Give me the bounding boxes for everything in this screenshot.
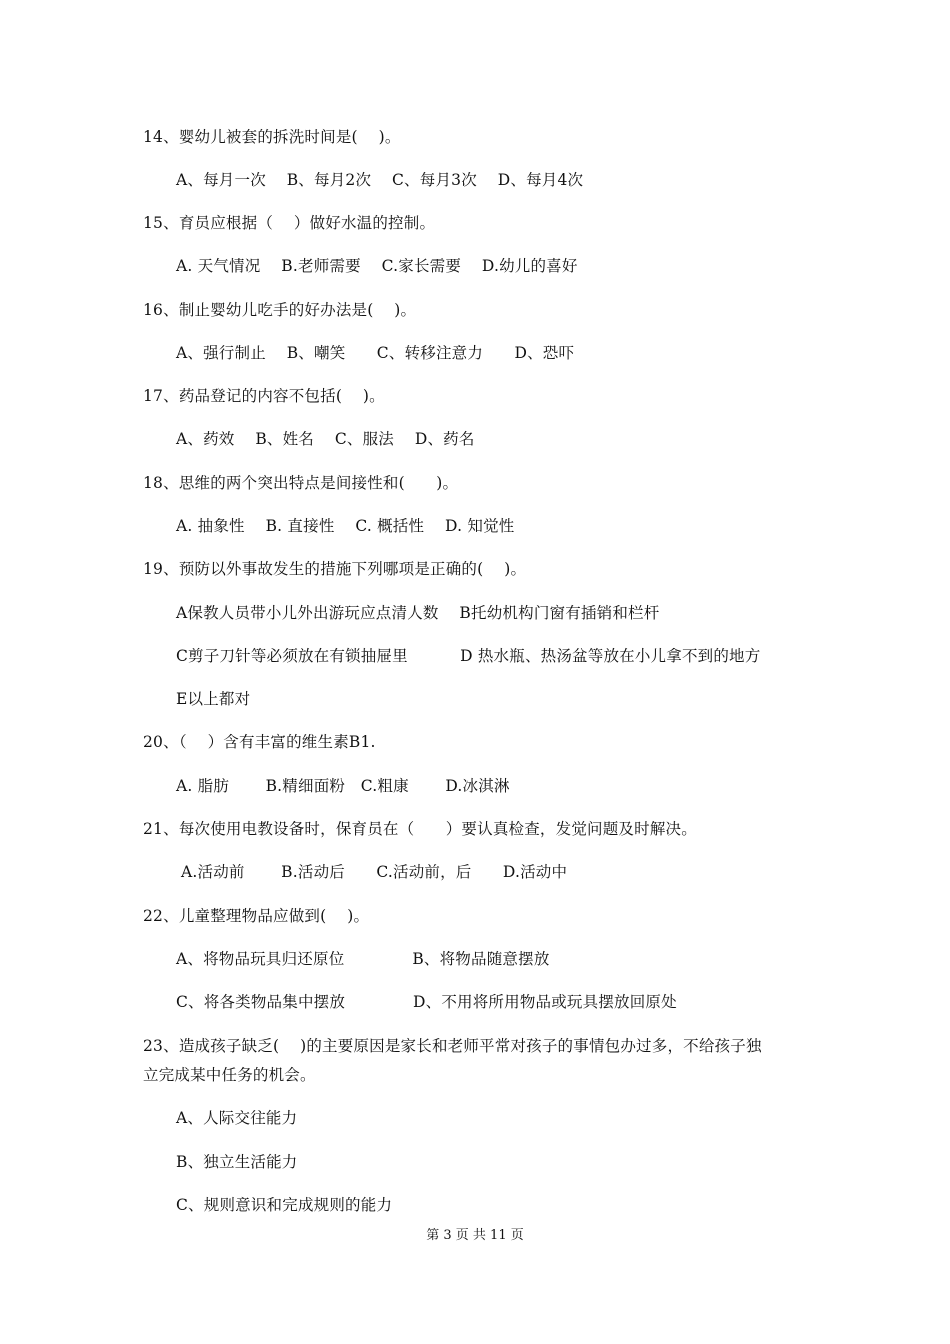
question-20: 20、（ ）含有丰富的维生素B1. [143, 733, 376, 751]
question-19-options-line-2: C剪子刀针等必须放在有锁抽屉里 D 热水瓶、热汤盆等放在小儿拿不到的地方 [176, 647, 761, 665]
question-23: 23、造成孩子缺乏( )的主要原因是家长和老师平常对孩子的事情包办过多，不给孩子独 [143, 1037, 762, 1055]
question-14: 14、婴幼儿被套的拆洗时间是( )。 [143, 128, 401, 146]
question-18-options: A. 抽象性 B. 直接性 C. 概括性 D. 知觉性 [176, 517, 515, 535]
question-14-options: A、每月一次 B、每月2次 C、每月3次 D、每月4次 [176, 171, 584, 189]
question-23-option-a: A、人际交往能力 [176, 1109, 298, 1127]
question-19-options-line-1: A保教人员带小儿外出游玩应点清人数 B托幼机构门窗有插销和栏杆 [176, 604, 660, 622]
page-footer: 第 3 页 共 11 页 [426, 1228, 524, 1243]
question-23-continuation: 立完成某中任务的机会。 [143, 1066, 316, 1084]
question-15-options: A. 天气情况 B.老师需要 C.家长需要 D.幼儿的喜好 [176, 257, 578, 275]
question-16-options: A、强行制止 B、嘲笑 C、转移注意力 D、恐吓 [176, 344, 575, 362]
question-22-options-line-1: A、将物品玩具归还原位 B、将物品随意摆放 [176, 950, 550, 968]
question-18: 18、思维的两个突出特点是间接性和( )。 [143, 474, 459, 492]
question-19: 19、预防以外事故发生的措施下列哪项是正确的( )。 [143, 560, 527, 578]
question-22-options-line-2: C、将各类物品集中摆放 D、不用将所用物品或玩具摆放回原处 [176, 993, 677, 1011]
question-21-options: A.活动前 B.活动后 C.活动前，后 D.活动中 [181, 863, 568, 881]
question-23-option-b: B、独立生活能力 [176, 1153, 298, 1171]
question-22: 22、儿童整理物品应做到( )。 [143, 907, 370, 925]
question-15: 15、育员应根据（ ）做好水温的控制。 [143, 214, 436, 232]
question-16: 16、制止婴幼儿吃手的好办法是( )。 [143, 301, 417, 319]
question-23-option-c: C、规则意识和完成规则的能力 [176, 1196, 393, 1214]
question-17: 17、药品登记的内容不包括( )。 [143, 387, 385, 405]
question-19-options-line-3: E以上都对 [176, 690, 251, 708]
question-17-options: A、药效 B、姓名 C、服法 D、药名 [176, 430, 475, 448]
question-21: 21、每次使用电教设备时，保育员在（ ）要认真检查，发觉问题及时解决。 [143, 820, 697, 838]
question-20-options: A. 脂肪 B.精细面粉 C.粗康 D.冰淇淋 [176, 777, 510, 795]
